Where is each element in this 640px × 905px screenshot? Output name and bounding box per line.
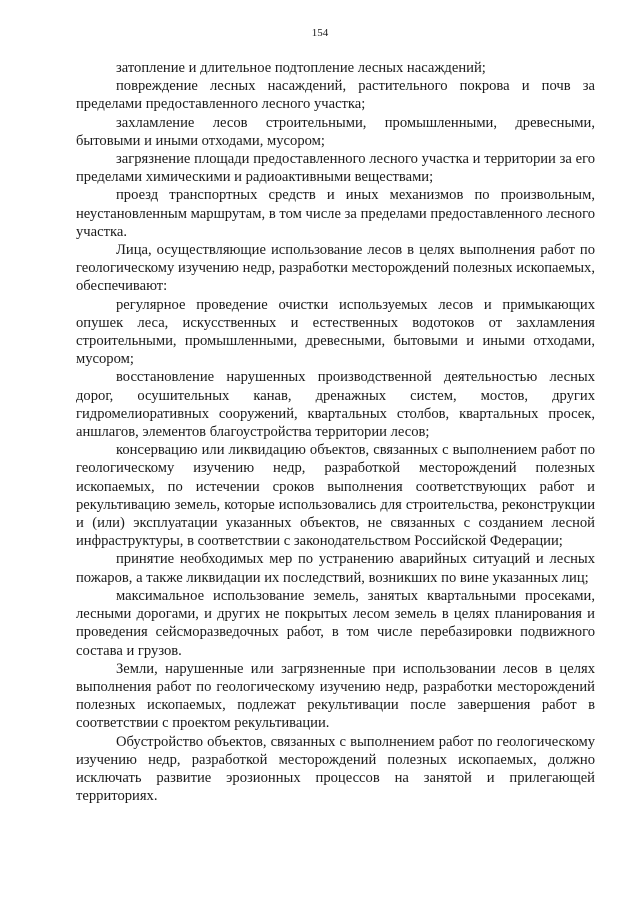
paragraph: захламление лесов строительными, промышленными, древесными, бытовыми и иными отходами, мусором; (76, 114, 595, 149)
paragraph: загрязнение площади предоставленного лесного участка и территории за его пределами химическими и радиоактивными веществами; (76, 151, 595, 186)
paragraph: проезд транспортных средств и иных механизмов по произвольным, неустановленным маршрутам, в том числе за пределами предоставленного лесного участка. (76, 187, 595, 240)
paragraph: консервацию или ликвидацию объектов, связанных с выполнением работ по геологическому изучению недр, разработкой месторождений полезных ископаемых, по истечении сроков выполнения соответствующих работ и рекультивацию земель, которые использовались для строительства, реконструкции и (или) эксплуатации указанных объектов, не связанных с созданием лесной инфраструктуры, в соответствии с законодательством Российской Федерации; (76, 442, 595, 550)
paragraph: затопление и длительное подтопление лесных насаждений; (116, 60, 486, 76)
paragraph: повреждение лесных насаждений, растительного покрова и почв за пределами предоставленного лесного участка; (76, 78, 595, 113)
paragraph: Лица, осуществляющие использование лесов в целях выполнения работ по геологическому изучению недр, разработки месторождений полезных ископаемых, обеспечивают: (76, 242, 595, 295)
page-number: 154 (311, 27, 329, 39)
paragraph: Земли, нарушенные или загрязненные при использовании лесов в целях выполнения работ по геологическому изучению недр, разработки месторождений полезных ископаемых, подлежат рекультивации после завершения работ в соответствии с проектом рекультивации. (76, 660, 595, 732)
paragraph: Обустройство объектов, связанных с выполнением работ по геологическому изучению недр, разработкой месторождений полезных ископаемых, должно исключать развитие эрозионных процессов на занятой и прилегающей территориях. (76, 733, 595, 805)
paragraph: принятие необходимых мер по устранению аварийных ситуаций и лесных пожаров, а также ликвидации их последствий, возникших по вине указанных лиц; (76, 551, 595, 586)
document-body (76, 59, 595, 805)
paragraph: регулярное проведение очистки используемых лесов и примыкающих опушек леса, искусственных и естественных водотоков от захламления строительными, промышленными, древесными, бытовыми и иными отходами, мусором; (76, 296, 595, 368)
paragraph: максимальное использование земель, занятых квартальными просеками, лесными дорогами, и других не покрытых лесом земель в целях планирования и проведения сейсморазведочных работ, в том числе перебазировки подвижного состава и грузов. (76, 587, 595, 659)
paragraph: восстановление нарушенных производственной деятельностью лесных дорог, осушительных канав, дренажных систем, мостов, других гидромелиоративных сооружений, квартальных столбов, квартальных просек, аншлагов, элементов благоустройства территории лесов; (76, 369, 595, 441)
